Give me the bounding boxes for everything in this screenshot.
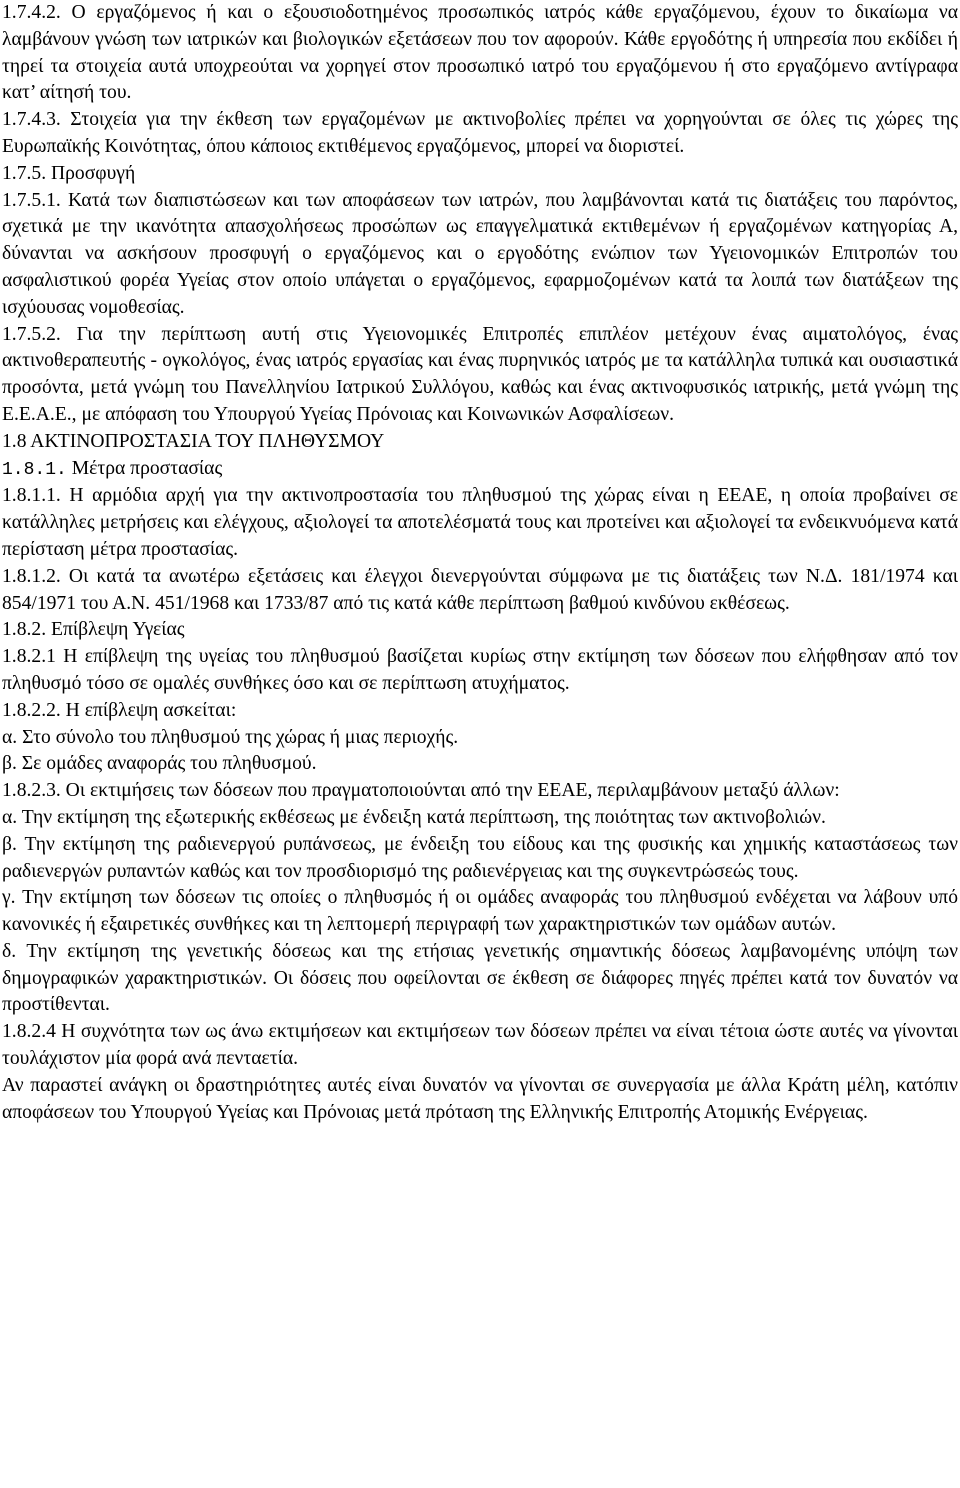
list-item-alpha: α. Στο σύνολο του πληθυσμού της χώρας ή μιας περιοχής. (2, 726, 459, 748)
section-heading-1-8-2: 1.8.2. Επίβλεψη Υγείας (2, 619, 185, 641)
list-item-delta: δ. Την εκτίμηση της γενετικής δόσεως και της ετήσιας γενετικής σημαντικής δόσεως λαμβανομένης υπόψη των δημογραφικών χαρακτηριστικών. Οι δόσεις που οφείλονται σε έκθεση σε διάφορες πηγές πρέπει κατά τον δυνατόν να προστίθενται. (2, 940, 958, 1016)
paragraph-closing: Αν παραστεί ανάγκη οι δραστηριότητες αυτές είναι δυνατόν να γίνονται σε συνεργασία με άλλα Κράτη μέλη, κατόπιν αποφάσεων του Υπουργού Υγείας και Πρόνοιας μετά πρόταση της Ελληνικής Επιτροπής Ατομικής Ενέργειας. (2, 1074, 958, 1123)
section-title-1-8-1: Μέτρα προστασίας (71, 457, 223, 479)
paragraph-1-8-1-1: 1.8.1.1. Η αρμόδια αρχή για την ακτινοπροστασία του πληθυσμού της χώρας είναι η ΕΕΑΕ, η οποία προβαίνει σε κατάλληλες μετρήσεις και ελέγχους, αξιολογεί τα αποτελέσματά τους και προτείνει και αξιολογεί τα ενδεικνυόμενα κατά περίσταση μέτρα προστασίας. (2, 485, 958, 560)
section-heading-1-7-5: 1.7.5. Προσφυγή (2, 162, 136, 184)
paragraph-1-7-5-1: 1.7.5.1. Κατά των διαπιστώσεων και των αποφάσεων των ιατρών, που λαμβάνονται κατά τις διατάξεις του παρόντος, σχετικά με την ικανότητα απασχολήσεως προσώπων ως επαγγελματικά εκτιθεμένων ή εργαζομένων κατηγορίας Α, δύνανται να ασκήσουν προσφυγή ο εργαζόμενος και ο εργοδότης ενώπιον των Υγειονομικών Επιτροπών του ασφαλιστικού φορέα Υγείας στον οποίο υπάγεται ο εργαζόμενος, εφαρμοζομένων κατά τα λοιπά των διατάξεων της ισχύουσας νομοθεσίας. (2, 189, 958, 318)
paragraph-1-7-5-2: 1.7.5.2. Για την περίπτωση αυτή στις Υγειονομικές Επιτροπές επιπλέον μετέχουν ένας αιματολόγος, ένας ακτινοθεραπευτής - ογκολόγος, ένας ιατρός εργασίας και ένας πυρηνικός ιατρός με τα κατάλληλα τυπικά και ουσιαστικά προσόντα, μετά γνώμη του Πανελληνίου Ιατρικού Συλλόγου, καθώς και ένας ακτινοφυσικός ιατρικής, μετά γνώμη της Ε.Ε.Α.Ε., με απόφαση του Υπουργού Υγείας Πρόνοιας και Κοινωνικών Ασφαλίσεων. (2, 323, 958, 425)
section-heading-1-8-1 (2, 456, 958, 484)
paragraph-1-8-2-3: 1.8.2.3. Οι εκτιμήσεις των δόσεων που πραγματοποιούνται από την ΕΕΑΕ, περιλαμβάνουν μεταξύ άλλων: (2, 780, 840, 802)
paragraph-1-7-4-2: 1.7.4.2. Ο εργαζόμενος ή και ο εξουσιοδοτημένος προσωπικός ιατρός κάθε εργαζόμενου, έχουν το δικαίωμα να λαμβάνουν γνώση των ιατρικών και βιολογικών εξετάσεων που τον αφορούν. Κάθε εργοδότης ή υπηρεσία που εκδίδει ή τηρεί τα στοιχεία αυτά υποχρεούται να χορηγεί στον προσωπικό ιατρό του εργαζόμενου ή στο εργαζόμενο αντίγραφα κατ’ αίτησή του. (2, 2, 958, 104)
list-item-gamma: γ. Την εκτίμηση των δόσεων τις οποίες ο πληθυσμός ή οι ομάδες αναφοράς του πληθυσμού ενδέχεται να λάβουν υπό κανονικές ή εξαιρετικές συνθήκες και τη λεπτομερή περιγραφή των χαρακτηριστικών των ομάδων αυτών. (2, 887, 958, 936)
paragraph-1-8-2-2: 1.8.2.2. Η επίβλεψη ασκείται: (2, 699, 237, 721)
section-number-1-8-1: 1.8.1. (2, 459, 67, 480)
paragraph-1-7-4-3: 1.7.4.3. Στοιχεία για την έκθεση των εργαζομένων με ακτινοβολίες πρέπει να χορηγούνται σε όλες τις χώρες της Ευρωπαϊκής Κοινότητας, όπου κάποιος εκτιθέμενος εργαζόμενος, μπορεί να διοριστεί. (2, 109, 958, 157)
paragraph-1-8-1-2: 1.8.1.2. Οι κατά τα ανωτέρω εξετάσεις και έλεγχοι διενεργούνται σύμφωνα με τις διατάξεις των Ν.Δ. 181/1974 και 854/1971 του Α.Ν. 451/1968 και 1733/87 από τις κατά κάθε περίπτωση βαθμού κινδύνου εκθέσεως. (2, 565, 958, 614)
list-item-alpha-2: α. Την εκτίμηση της εξωτερικής εκθέσεως με ένδειξη κατά περίπτωση, της ποιότητας των ακτινοβολιών. (2, 806, 826, 828)
paragraph-1-8-2-1: 1.8.2.1 Η επίβλεψη της υγείας του πληθυσμού βασίζεται κυρίως στην εκτίμηση των δόσεων που ελήφθησαν από τον πληθυσμό τόσο σε ομαλές συνθήκες όσο και σε περίπτωση ατυχήματος. (2, 646, 958, 694)
paragraph-1-8-2-4: 1.8.2.4 Η συχνότητα των ως άνω εκτιμήσεων και εκτιμήσεων των δόσεων πρέπει να είναι τέτοια ώστε αυτές να γίνονται τουλάχιστον μία φορά ανά πενταετία. (2, 1021, 958, 1070)
list-item-beta: β. Σε ομάδες αναφοράς του πληθυσμού. (2, 753, 317, 775)
section-heading-1-8: 1.8 ΑΚΤΙΝΟΠΡΟΣΤΑΣΙΑ ΤΟΥ ΠΛΗΘΥΣΜΟΥ (2, 430, 385, 452)
list-item-beta-2: β. Την εκτίμηση της ραδιενεργού ρυπάνσεως, με ένδειξη του είδους και της φυσικής και χημικής καταστάσεως των ραδιενεργών ρυπαντών καθώς και τον προσδιορισμό της ραδιενέργειας και της συγκεντρώσεώς τους. (2, 833, 958, 882)
document-page (2, 0, 958, 1126)
